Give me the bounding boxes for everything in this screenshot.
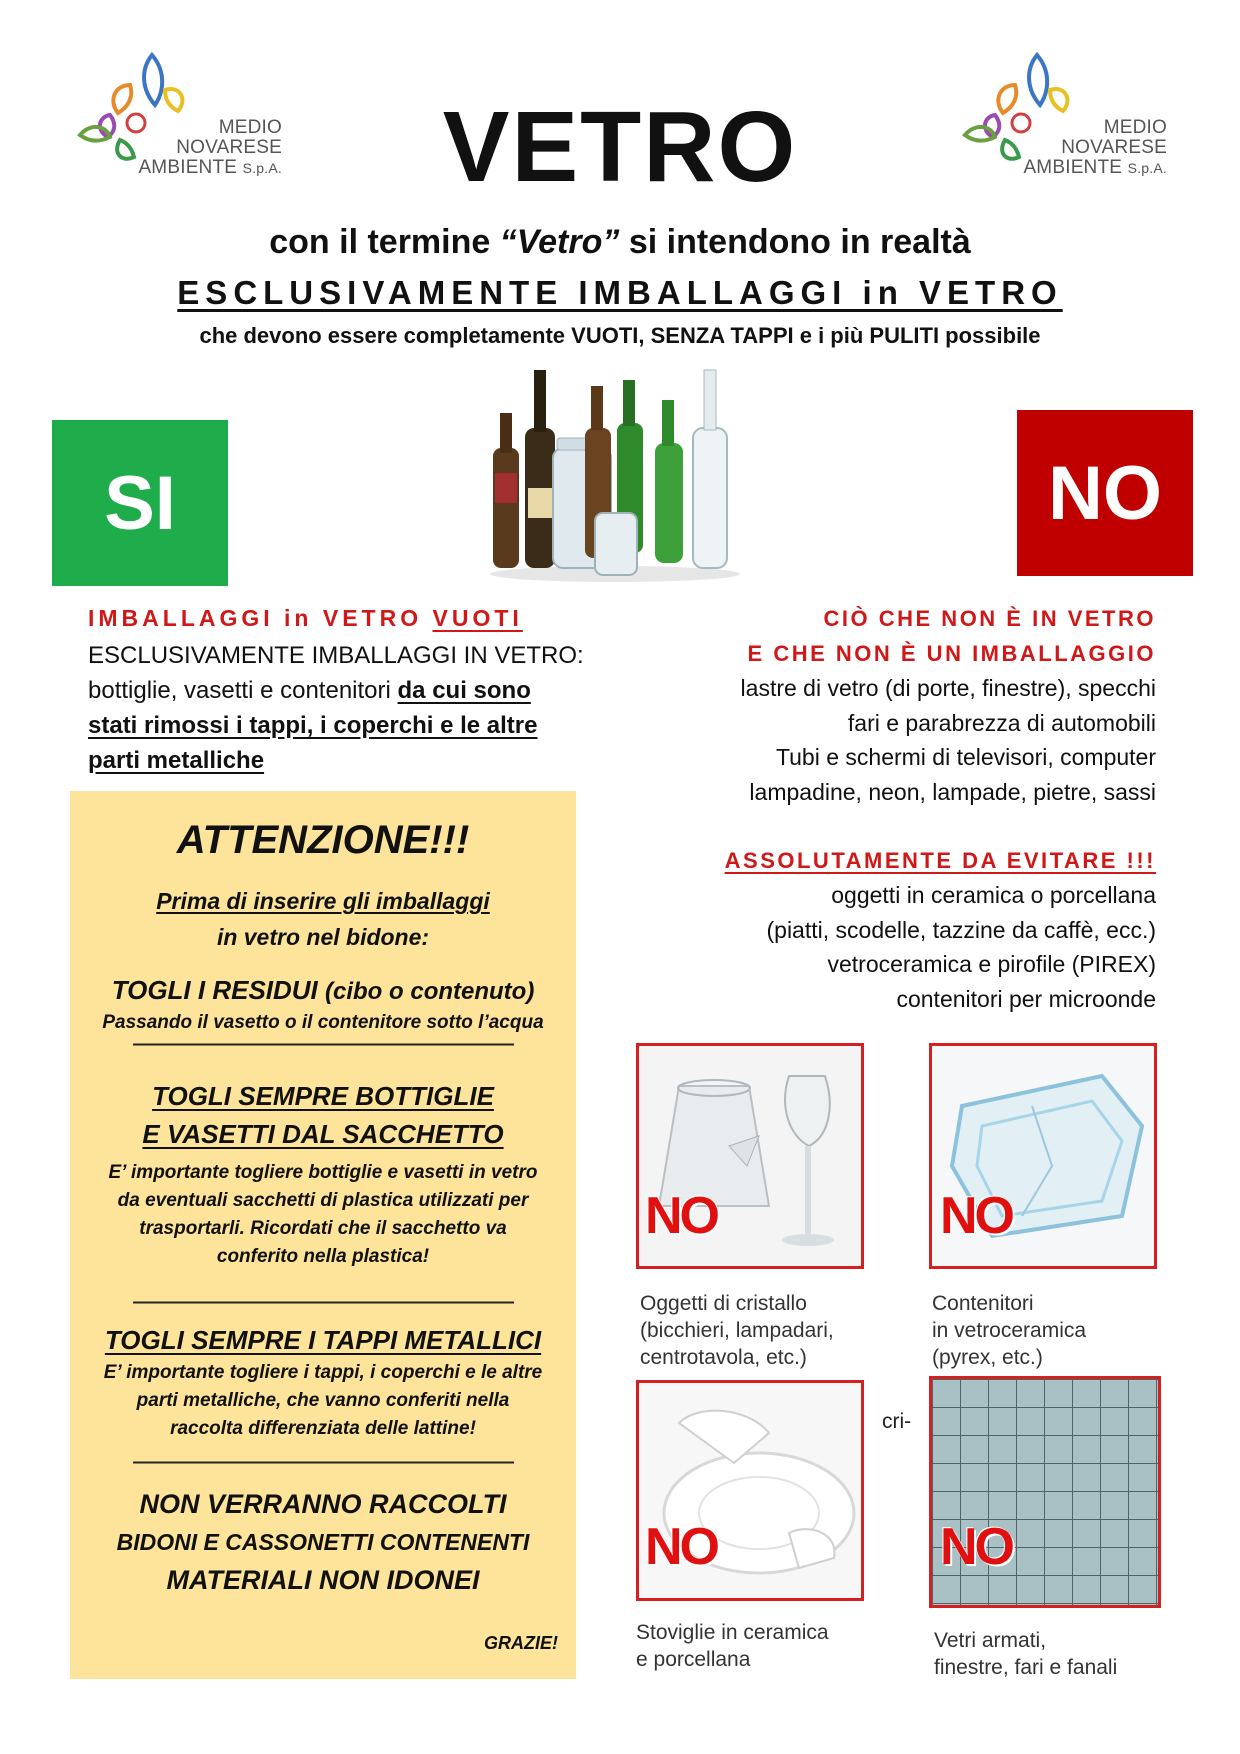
porcelain-caption: Stoviglie in ceramica e porcellana	[636, 1621, 829, 1671]
avoid-heading: ASSOLUTAMENTE DA EVITARE !!!	[724, 848, 1156, 873]
avoid-item: oggetti in ceramica o porcellana	[831, 882, 1156, 908]
no-heading-2: E CHE NON È UN IMBALLAGGIO	[747, 641, 1156, 666]
no-badge: NO	[1017, 410, 1193, 576]
attention-step-residues-note: Passando il vasetto o il contenitore sotto l’acqua	[102, 1012, 544, 1033]
no-item: lastre di vetro (di porte, finestre), specchi	[740, 675, 1156, 701]
no-stamp: NO	[645, 1187, 717, 1245]
subtitle-line: con il termine “Vetro” si intendono in realtà	[269, 223, 971, 261]
attention-warning-3: MATERIALI NON IDONEI	[166, 1565, 480, 1595]
divider: ————————————————————	[133, 1451, 513, 1473]
attention-step-bags: TOGLI SEMPRE BOTTIGLIE E VASETTI DAL SACCHETTO	[142, 1081, 504, 1149]
no-stamp: NO	[940, 1187, 1012, 1245]
attention-step-caps-note: E’ importante togliere i tappi, i coperchi e le altre parti metalliche, che vanno conferiti nella raccolta differenziata delle lattine!	[103, 1362, 543, 1439]
no-stamp: NO	[940, 1518, 1012, 1576]
si-badge: SI	[52, 420, 228, 586]
logo-right-text: MEDIO NOVARESE AMBIENTE S.p.A.	[1023, 117, 1167, 178]
divider: ————————————————————	[133, 1033, 513, 1055]
avoid-item: (piatti, scodelle, tazzine da caffè, ecc.)	[766, 916, 1156, 943]
no-item: lampadine, neon, lampade, pietre, sassi	[749, 778, 1156, 805]
divider: ————————————————————	[133, 1291, 513, 1313]
attention-title: ATTENZIONE!!!	[176, 818, 470, 862]
no-description	[600, 601, 1156, 1016]
logo-left-text: MEDIO NOVARESE AMBIENTE S.p.A.	[138, 117, 282, 178]
attention-warning-2: BIDONI E CASSONETTI CONTENENTI	[116, 1529, 530, 1555]
no-heading-1: CIÒ CHE NON È IN VETRO	[823, 606, 1156, 631]
subtitle-conditions: che devono essere completamente VUOTI, SENZA TAPPI e i più PULITI possibile	[199, 323, 1041, 348]
attention-warning-1: NON VERRANNO RACCOLTI	[139, 1489, 507, 1519]
attention-step-caps: TOGLI SEMPRE I TAPPI METALLICI	[104, 1325, 542, 1355]
avoid-item: contenitori per microonde	[896, 985, 1156, 1012]
page-title: VETRO	[442, 91, 798, 203]
no-item: Tubi e schermi di televisori, computer	[775, 744, 1156, 770]
glass-bottles-image	[485, 368, 745, 584]
attention-thanks: GRAZIE!	[484, 1633, 558, 1653]
crystal-caption: Oggetti di cristallo (bicchieri, lampadari, centrotavola, etc.)	[640, 1292, 834, 1369]
stray-text: cri-	[882, 1410, 912, 1433]
subtitle-emphasis: ESCLUSIVAMENTE IMBALLAGGI in VETRO	[177, 274, 1063, 311]
attention-step-bags-note: E’ importante togliere bottiglie e vasetti in vetro da eventuali sacchetti di plastica utilizzati per trasportarli. Ricordati che il sacchetto va conferito nella plastica!	[108, 1162, 538, 1267]
si-heading: IMBALLAGGI in VETRO VUOTI	[88, 605, 523, 631]
avoid-item: vetroceramica e pirofile (PIREX)	[827, 951, 1156, 977]
wired-glass-caption: Vetri armati, finestre, fari e fanali	[934, 1629, 1118, 1679]
no-item: fari e parabrezza di automobili	[847, 709, 1156, 736]
attention-intro: Prima di inserire gli imballaggi in vetro nel bidone:	[156, 888, 490, 950]
si-description: ESCLUSIVAMENTE IMBALLAGGI IN VETRO: bottiglie, vasetti e contenitori da cui sono stati rimossi i tappi, i coperchi e le altre parti metalliche	[88, 642, 584, 774]
no-stamp: NO	[645, 1518, 717, 1576]
attention-step-residues: TOGLI I RESIDUI (cibo o contenuto)	[111, 975, 535, 1005]
attention-panel	[70, 791, 576, 1679]
pyrex-caption: Contenitori in vetroceramica (pyrex, etc.)	[932, 1292, 1087, 1369]
